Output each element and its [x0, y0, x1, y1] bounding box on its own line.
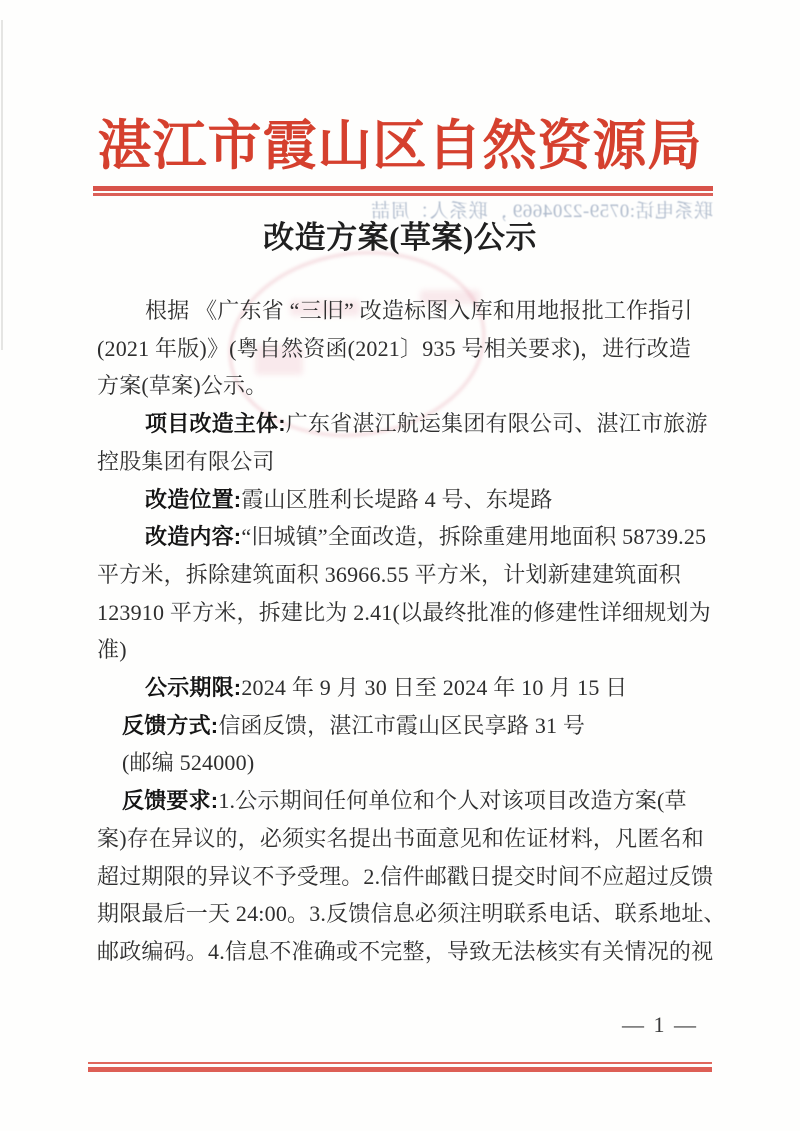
body-text: “旧城镇”全面改造，拆除重建用地面积 58739.25: [241, 524, 707, 550]
body-line: [97, 895, 726, 933]
field-label-project-owner: 项目改造主体:: [145, 411, 286, 437]
body-line: [97, 481, 711, 519]
body-line: [97, 707, 711, 745]
field-label-feedback-method: 反馈方式:: [122, 712, 219, 738]
document-body: [97, 292, 726, 971]
body-line: [97, 330, 711, 368]
body-text: 案)存在异议的，必须实名提出书面意见和佐证材料，凡匿名和: [97, 825, 704, 851]
body-line: [97, 744, 711, 782]
body-text: 广东省湛江航运集团有限公司、湛江市旅游: [285, 411, 708, 437]
body-line: [97, 782, 711, 820]
body-text: 方案(草案)公示。: [97, 373, 268, 399]
bleedthrough-contact-text: 联系电话:0759-2204669 ，联系人：周喆: [370, 201, 713, 222]
body-text: 控股集团有限公司: [97, 448, 275, 474]
body-line: [97, 669, 711, 707]
document-title: 改造方案(草案)公示: [263, 220, 537, 255]
page-number: — 1 —: [622, 1012, 698, 1037]
body-line: [97, 405, 711, 443]
body-line: [97, 292, 711, 330]
body-text: 信函反馈，湛江市霞山区民享路 31 号: [218, 712, 586, 738]
footer-rule-thick: [88, 1067, 712, 1072]
body-line: [97, 518, 711, 556]
body-text: (2021 年版)》(粤自然资函(2021〕935 号相关要求)，进行改造: [97, 335, 692, 361]
body-line: [97, 820, 711, 858]
body-line: [97, 933, 714, 971]
body-text: 123910 平方米，拆建比为 2.41(以最终批准的修建性详细规划为: [97, 599, 711, 625]
body-text: 平方米，拆除建筑面积 36966.55 平方米，计划新建建筑面积: [97, 561, 681, 587]
body-text: 1.公示期间任何单位和个人对该项目改造方案(草: [218, 788, 687, 814]
field-label-content: 改造内容:: [145, 524, 242, 550]
body-line: [97, 367, 711, 405]
body-text: 霞山区胜利长堤路 4 号、东堤路: [241, 486, 553, 512]
body-text: 准): [97, 637, 127, 663]
body-line: [97, 556, 711, 594]
body-text: 期限最后一天 24:00。3.反馈信息必须注明联系电话、联系地址、: [97, 901, 726, 927]
field-label-feedback-requirements: 反馈要求:: [122, 788, 219, 814]
body-line: [97, 858, 714, 896]
field-label-location: 改造位置:: [145, 486, 242, 512]
issuing-authority-title: 湛江市霞山区自然资源局: [97, 116, 703, 176]
scan-edge-artifact: [1, 20, 3, 350]
body-text: 根据 《广东省 “三旧” 改造标图入库和用地报批工作指引: [145, 298, 693, 323]
body-text: (邮编 524000): [122, 750, 255, 776]
field-label-period: 公示期限:: [145, 675, 242, 701]
body-line: [97, 443, 711, 481]
body-line: [97, 631, 711, 669]
footer-rule-thin: [88, 1062, 712, 1064]
body-text: 邮政编码。4.信息不准确或不完整，导致无法核实有关情况的视: [97, 938, 714, 964]
body-line: [97, 594, 711, 632]
body-text: 超过期限的异议不予受理。2.信件邮戳日提交时间不应超过反馈: [97, 863, 714, 889]
body-text: 2024 年 9 月 30 日至 2024 年 10 月 15 日: [241, 675, 628, 701]
header-rule-thick: [93, 186, 713, 191]
